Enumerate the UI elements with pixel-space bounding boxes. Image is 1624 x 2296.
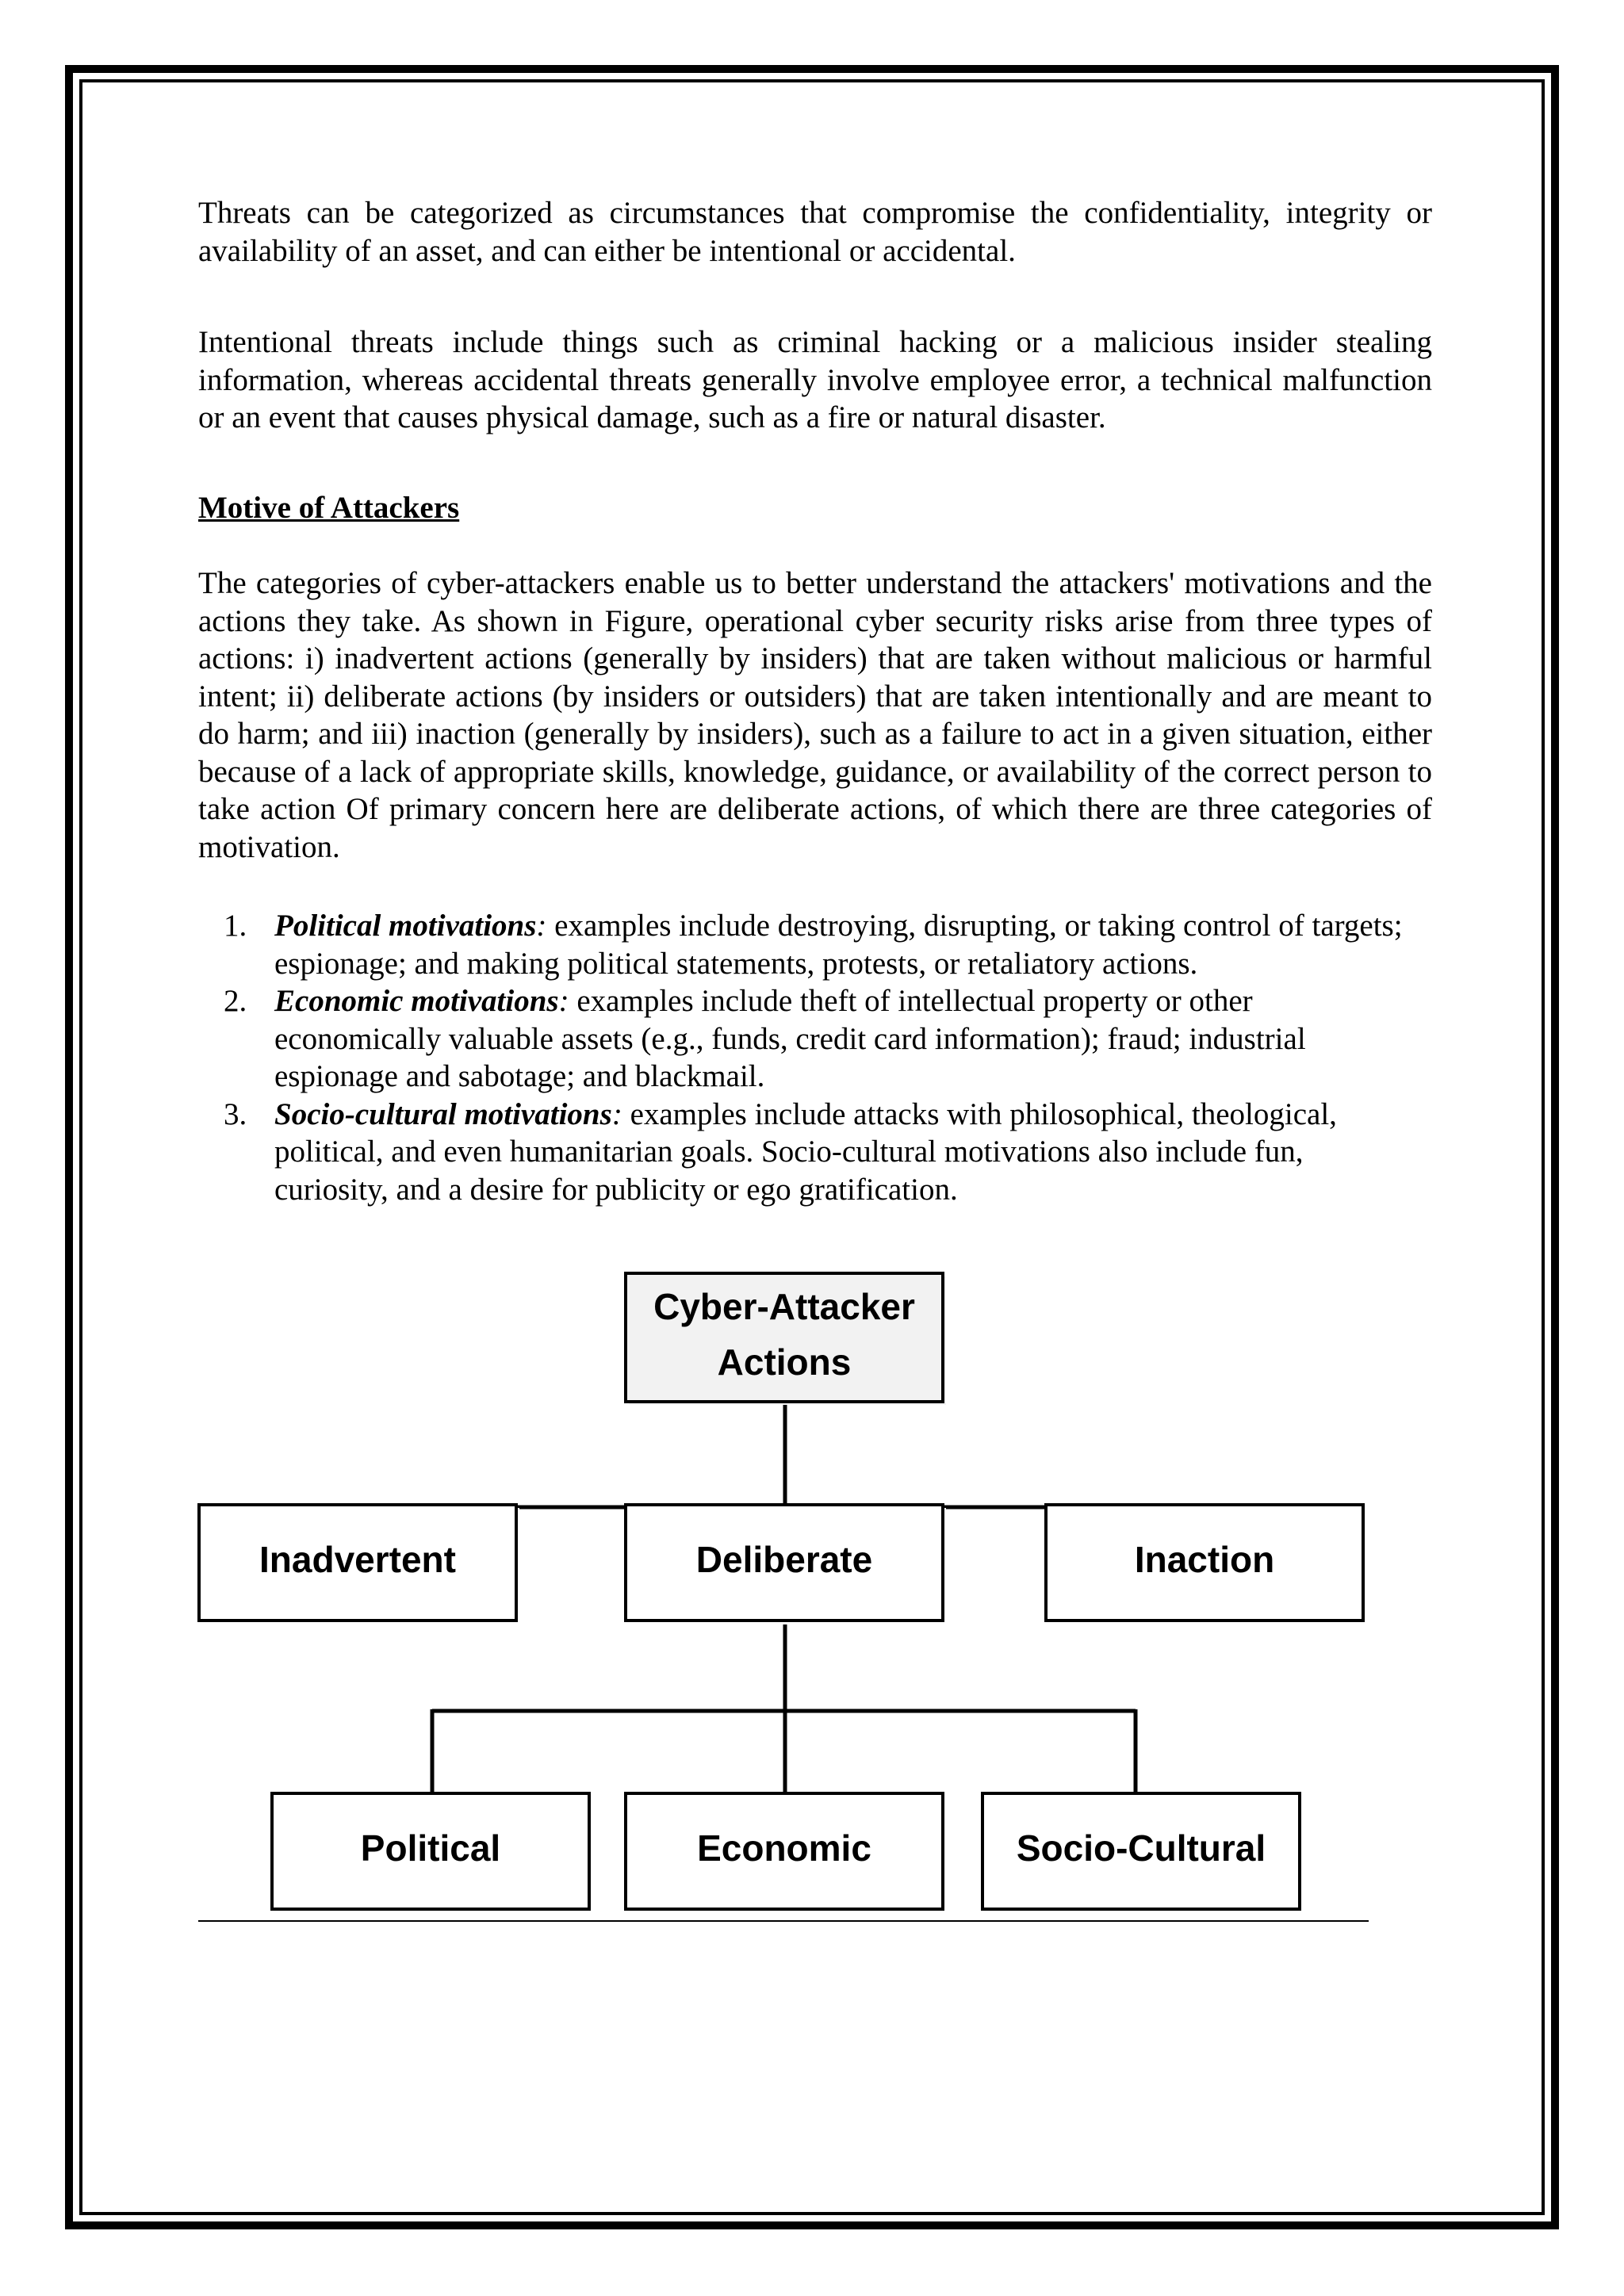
node-label: Inaction: [1134, 1539, 1275, 1581]
diagram-node-socio-cultural: [982, 1793, 1303, 1912]
motivation-description: examples include attacks with philosophical, theological, political, and even humanitarian goals. Socio-cultural motivations also include fun, curiosity, and a desire for publicity or ego gratification.: [274, 1096, 1337, 1207]
diagram-node-economic: [626, 1793, 946, 1912]
motivation-description: examples include destroying, disrupting, or taking control of targets; espionage; and making political statements, protests, or retaliatory actions.: [274, 909, 1403, 981]
list-number: 1.: [224, 909, 247, 943]
node-label: Political: [360, 1827, 501, 1869]
term-separator: :: [558, 984, 569, 1018]
term-separator: :: [611, 1096, 622, 1131]
threats-definition-text: Threats can be categorized as circumstances that compromise the confidentiality, integrity or availability of an asset, and can either be intentional or accidental.: [198, 196, 1432, 268]
motivation-term: Socio-cultural motivations: [274, 1096, 612, 1131]
diagram-node-root: [626, 1273, 946, 1405]
root-label-line2: Actions: [717, 1341, 852, 1383]
list-number: 3.: [224, 1096, 247, 1131]
list-number: 2.: [224, 984, 247, 1018]
diagram-node-inaction: [1046, 1505, 1366, 1624]
motivation-term: Economic motivations: [274, 984, 559, 1018]
section-heading: Motive of Attackers: [198, 491, 460, 525]
threat-types-text: Intentional threats include things such as criminal hacking or a malicious insider stealing information, whereas accidental threats generally involve employee error, a technical malfunction or an event that causes physical damage, such as a fire or natural disaster.: [198, 325, 1432, 434]
node-label: Economic: [697, 1827, 871, 1869]
diagram-node-deliberate: [626, 1505, 946, 1624]
diagram-node-political: [272, 1793, 592, 1912]
attacker-categories-text: The categories of cyber-attackers enable us to better understand the attackers' motivations and the actions they take. As shown in Figure, operational cyber security risks arise from three types of actions: i) inadvertent actions (generally by insiders) that are taken without malicious or harmful intent; ii) deliberate actions (by insiders or outsiders) that are taken intentionally and are meant to do harm; and iii) inaction (generally by insiders), such as a failure to act in a given situation, either because of a lack of appropriate skills, knowledge, guidance, or availability of the correct person to take action Of primary concern here are deliberate actions, of which there are three categories of motivation.: [198, 566, 1432, 864]
term-separator: :: [536, 909, 547, 943]
diagram-node-inadvertent: [199, 1505, 519, 1624]
root-label-line1: Cyber-Attacker: [653, 1286, 915, 1328]
node-label: Socio-Cultural: [1016, 1827, 1266, 1869]
node-label: Deliberate: [695, 1539, 873, 1581]
motivation-term: Political motivations: [274, 909, 537, 943]
motivation-description: examples include theft of intellectual property or other economically valuable assets (e.g., funds, credit card information); fraud; industrial espionage and sabotage; and blackmail.: [274, 984, 1306, 1093]
node-label: Inadvertent: [259, 1539, 456, 1581]
